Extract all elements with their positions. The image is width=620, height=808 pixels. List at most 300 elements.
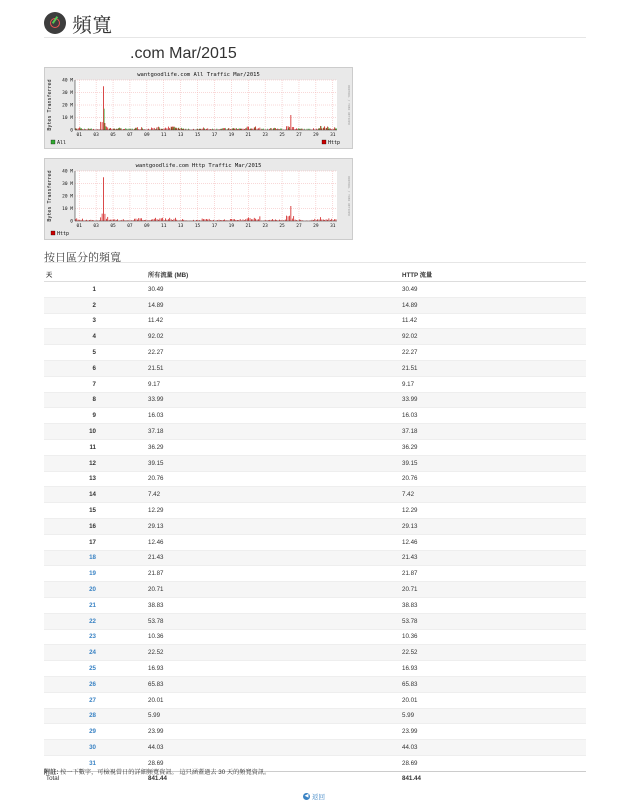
http-traffic-bar	[175, 218, 176, 221]
http-traffic-bar	[102, 122, 103, 130]
http-traffic-bar	[136, 128, 137, 130]
all-traffic-bar	[159, 127, 160, 130]
all-traffic-cell: 30.49	[146, 282, 400, 298]
day-cell: 9	[44, 408, 146, 424]
table-row	[44, 692, 586, 708]
y-tick-label: 0	[70, 128, 73, 134]
x-tick-label: 05	[110, 224, 116, 229]
total-all-value: 841.44	[146, 771, 400, 786]
http-traffic-bar	[329, 218, 330, 221]
table-row	[44, 487, 586, 503]
x-tick-label: 19	[228, 224, 235, 229]
http-traffic-bar	[157, 127, 158, 130]
http-traffic-cell: 22.52	[400, 645, 586, 661]
http-traffic-bar	[105, 214, 106, 221]
all-traffic-cell: 12.46	[146, 534, 400, 550]
y-tick-label: 30 M	[62, 182, 73, 187]
day-cell[interactable]: 18	[44, 550, 146, 566]
all-traffic-bar	[80, 128, 81, 130]
legend-label: Http	[328, 140, 341, 146]
http-traffic-bar	[289, 127, 290, 130]
http-traffic-bar	[110, 128, 111, 130]
table-row	[44, 597, 586, 613]
all-traffic-bar	[181, 128, 182, 130]
x-tick-label: 27	[296, 224, 302, 229]
http-traffic-bar	[203, 127, 204, 130]
table-row	[44, 424, 586, 440]
all-traffic-cell: 16.93	[146, 661, 400, 677]
http-traffic-cell: 12.46	[400, 534, 586, 550]
all-traffic-cell: 21.87	[146, 566, 400, 582]
http-traffic-cell: 37.18	[400, 424, 586, 440]
x-tick-label: 15	[194, 133, 201, 138]
x-tick-label: 13	[177, 133, 184, 138]
all-traffic-cell: 11.42	[146, 313, 400, 329]
y-tick-label: 30 M	[62, 91, 73, 96]
x-tick-label: 17	[211, 224, 218, 229]
day-cell[interactable]: 29	[44, 724, 146, 740]
x-tick-label: 15	[194, 224, 201, 229]
x-tick-label: 21	[245, 133, 251, 138]
all-traffic-cell: 10.36	[146, 629, 400, 645]
day-cell: 14	[44, 487, 146, 503]
all-traffic-cell: 36.29	[146, 439, 400, 455]
x-tick-label: 03	[93, 224, 99, 229]
http-traffic-bar	[162, 218, 163, 221]
http-traffic-bar	[248, 127, 249, 130]
http-traffic-bar	[165, 128, 166, 130]
day-cell: 16	[44, 518, 146, 534]
traffic-graph-svg	[45, 159, 352, 239]
http-traffic-cell: 21.51	[400, 360, 586, 376]
table-row	[44, 724, 586, 740]
http-traffic-bar	[154, 128, 155, 130]
all-traffic-cell: 7.42	[146, 487, 400, 503]
http-traffic-bar	[248, 218, 249, 221]
back-link[interactable]	[303, 792, 325, 801]
http-traffic-bar	[247, 218, 248, 221]
table-row	[44, 455, 586, 471]
all-traffic-bar	[328, 127, 329, 130]
legend-label: All	[57, 140, 67, 146]
back-arrow-icon: ◀	[304, 793, 309, 799]
http-traffic-cell: 44.03	[400, 740, 586, 756]
all-traffic-bar	[236, 128, 237, 130]
http-traffic-cell: 38.83	[400, 597, 586, 613]
day-cell[interactable]: 31	[44, 755, 146, 771]
page-header	[44, 8, 112, 38]
y-axis-label: Bytes Transferred	[47, 170, 53, 222]
http-traffic-bar	[255, 126, 256, 130]
http-traffic-bar	[172, 127, 173, 130]
http-traffic-bar	[82, 219, 83, 221]
day-cell[interactable]: 22	[44, 613, 146, 629]
http-traffic-bar	[158, 127, 159, 130]
all-traffic-cell: 21.51	[146, 360, 400, 376]
http-traffic-bar	[79, 127, 80, 130]
all-traffic-cell: 9.17	[146, 376, 400, 392]
http-traffic-bar	[169, 218, 170, 221]
day-cell[interactable]: 23	[44, 629, 146, 645]
footnote-label: 附註:	[44, 769, 59, 776]
bandwidth-gauge-icon	[44, 12, 66, 34]
footnote-text: 按一下數字，可檢視當日的詳細頻寬資訊。 這只涵蓋過去 30 天的頻寬資訊。	[60, 769, 271, 776]
http-traffic-bar	[155, 218, 156, 221]
http-traffic-cell: 21.43	[400, 550, 586, 566]
http-traffic-bar	[107, 217, 108, 221]
y-axis-label: Bytes Transferred	[47, 79, 53, 131]
all-traffic-cell: 20.76	[146, 471, 400, 487]
table-row	[44, 613, 586, 629]
table-row	[44, 471, 586, 487]
all-traffic-cell: 53.78	[146, 613, 400, 629]
http-traffic-cell: 7.42	[400, 487, 586, 503]
table-row	[44, 345, 586, 361]
table-row	[44, 661, 586, 677]
http-traffic-bar	[161, 218, 162, 221]
http-traffic-bar	[106, 219, 107, 221]
table-row	[44, 392, 586, 408]
all-traffic-cell: 22.27	[146, 345, 400, 361]
graph-title: wantgoodlife.com Http Traffic Mar/2015	[135, 163, 262, 169]
all-traffic-bar	[204, 128, 205, 130]
day-cell: 17	[44, 534, 146, 550]
http-traffic-bar	[174, 126, 175, 130]
x-tick-label: 29	[313, 224, 319, 229]
x-tick-label: 09	[144, 224, 150, 229]
http-traffic-bar	[174, 219, 175, 221]
x-tick-label: 27	[296, 133, 302, 138]
http-traffic-bar	[254, 128, 255, 130]
all-traffic-bar	[288, 127, 289, 130]
http-traffic-bar	[168, 127, 169, 130]
table-row	[44, 629, 586, 645]
day-cell: 15	[44, 503, 146, 519]
http-traffic-cell: 39.15	[400, 455, 586, 471]
all-traffic-cell: 20.01	[146, 692, 400, 708]
x-tick-label: 21	[245, 224, 251, 229]
all-traffic-bar	[136, 128, 137, 130]
all-traffic-cell: 23.99	[146, 724, 400, 740]
all-traffic-cell: 92.02	[146, 329, 400, 345]
all-traffic-bar	[105, 126, 106, 130]
table-row	[44, 676, 586, 692]
http-traffic-bar	[154, 219, 155, 221]
footnote	[44, 767, 270, 776]
day-cell[interactable]: 28	[44, 708, 146, 724]
y-tick-label: 40 M	[62, 169, 73, 175]
x-tick-label: 29	[313, 133, 319, 138]
http-traffic-cell: 11.42	[400, 313, 586, 329]
section-divider	[44, 262, 586, 263]
http-traffic-bar	[141, 218, 142, 221]
x-tick-label: 31	[330, 224, 336, 229]
col-all-traffic-header: 所有流量 (MB)	[146, 268, 400, 282]
x-tick-label: 09	[144, 133, 150, 138]
http-traffic-bar	[141, 127, 142, 130]
table-row	[44, 534, 586, 550]
day-cell: 6	[44, 360, 146, 376]
table-row	[44, 518, 586, 534]
x-tick-label: 01	[76, 224, 82, 229]
http-traffic-bar	[169, 128, 170, 130]
http-traffic-bar	[254, 218, 255, 221]
all-traffic-cell: 28.69	[146, 755, 400, 771]
y-tick-label: 40 M	[62, 78, 73, 84]
all-traffic-bar	[119, 128, 120, 130]
x-tick-label: 11	[161, 224, 167, 229]
legend-swatch	[51, 140, 55, 144]
http-traffic-bar	[106, 127, 107, 130]
all-traffic-cell: 39.15	[146, 455, 400, 471]
table-row	[44, 313, 586, 329]
all-traffic-graph	[44, 67, 353, 149]
http-traffic-cell: 16.03	[400, 408, 586, 424]
x-tick-label: 13	[177, 224, 184, 229]
day-cell: 13	[44, 471, 146, 487]
legend-swatch	[322, 140, 326, 144]
http-traffic-cell: 92.02	[400, 329, 586, 345]
http-traffic-bar	[105, 123, 106, 130]
day-cell: 12	[44, 455, 146, 471]
http-traffic-cell: 20.76	[400, 471, 586, 487]
total-http-value: 841.44	[400, 771, 586, 786]
x-tick-label: 25	[279, 133, 285, 138]
http-traffic-bar	[324, 126, 325, 130]
x-tick-label: 05	[110, 133, 116, 138]
http-traffic-cell: 16.93	[400, 661, 586, 677]
http-traffic-bar	[202, 219, 203, 221]
table-header-row	[44, 268, 586, 282]
day-cell[interactable]: 25	[44, 661, 146, 677]
http-traffic-bar	[323, 128, 324, 130]
http-traffic-bar	[171, 127, 172, 130]
all-traffic-cell: 22.52	[146, 645, 400, 661]
day-cell: 3	[44, 313, 146, 329]
all-traffic-bar	[246, 128, 247, 130]
legend-swatch	[51, 231, 55, 235]
rrdtool-credit: RRDTOOL / TOBI OETIKER	[347, 176, 351, 216]
http-traffic-cell: 53.78	[400, 613, 586, 629]
section-title: 按日區分的頻寬	[44, 252, 121, 264]
http-traffic-cell: 20.71	[400, 582, 586, 598]
all-traffic-cell: 20.71	[146, 582, 400, 598]
http-traffic-cell: 28.69	[400, 755, 586, 771]
page-title: 頻寬	[72, 14, 112, 37]
table-row	[44, 439, 586, 455]
all-traffic-bar	[335, 128, 336, 130]
http-traffic-bar	[136, 219, 137, 221]
x-tick-label: 25	[279, 224, 285, 229]
table-row	[44, 376, 586, 392]
all-traffic-bar	[104, 109, 105, 130]
http-traffic-bar	[134, 219, 135, 221]
http-traffic-bar	[76, 218, 77, 221]
traffic-graph-svg	[45, 68, 352, 148]
http-traffic-cell: 33.99	[400, 392, 586, 408]
all-traffic-cell: 37.18	[146, 424, 400, 440]
http-traffic-bar	[247, 127, 248, 130]
http-traffic-bar	[293, 216, 294, 221]
rrdtool-credit: RRDTOOL / TOBI OETIKER	[347, 85, 351, 125]
http-traffic-bar	[291, 206, 292, 221]
http-traffic-bar	[288, 126, 289, 130]
http-traffic-bar	[165, 218, 166, 221]
http-traffic-cell: 65.83	[400, 676, 586, 692]
legend-label: Http	[57, 231, 70, 237]
http-traffic-bar	[175, 128, 176, 130]
http-traffic-bar	[320, 217, 321, 221]
all-traffic-bar	[179, 128, 180, 130]
http-traffic-cell: 23.99	[400, 724, 586, 740]
y-tick-label: 20 M	[62, 194, 73, 200]
http-traffic-bar	[100, 122, 101, 130]
http-traffic-bar	[138, 218, 139, 221]
http-traffic-cell: 10.36	[400, 629, 586, 645]
http-traffic-bar	[293, 127, 294, 130]
x-tick-label: 07	[127, 224, 133, 229]
all-traffic-cell: 16.03	[146, 408, 400, 424]
col-http-traffic-header: HTTP 流量	[400, 268, 586, 282]
table-row	[44, 645, 586, 661]
day-cell: 1	[44, 282, 146, 298]
day-cell: 11	[44, 439, 146, 455]
all-traffic-bar	[255, 127, 256, 130]
http-traffic-bar	[327, 127, 328, 130]
table-row	[44, 740, 586, 756]
table-row	[44, 408, 586, 424]
all-traffic-cell: 12.29	[146, 503, 400, 519]
day-cell: 5	[44, 345, 146, 361]
day-cell[interactable]: 27	[44, 692, 146, 708]
daily-bandwidth-table	[44, 268, 586, 786]
y-tick-label: 20 M	[62, 103, 73, 109]
table-row	[44, 360, 586, 376]
all-traffic-cell: 33.99	[146, 392, 400, 408]
http-traffic-bar	[260, 128, 261, 130]
table-row	[44, 329, 586, 345]
all-traffic-bar	[174, 127, 175, 130]
all-traffic-bar	[121, 128, 122, 130]
x-tick-label: 23	[262, 224, 268, 229]
all-traffic-cell: 14.89	[146, 297, 400, 313]
http-traffic-bar	[103, 177, 104, 221]
table-row	[44, 550, 586, 566]
http-traffic-bar	[209, 219, 210, 221]
http-traffic-bar	[250, 218, 251, 221]
http-traffic-cell: 9.17	[400, 376, 586, 392]
table-row	[44, 582, 586, 598]
day-cell[interactable]: 24	[44, 645, 146, 661]
http-traffic-bar	[331, 219, 332, 221]
day-cell[interactable]: 19	[44, 566, 146, 582]
http-traffic-bar	[107, 127, 108, 130]
all-traffic-bar	[321, 126, 322, 130]
http-traffic-graph	[44, 158, 353, 240]
http-traffic-cell: 12.29	[400, 503, 586, 519]
all-traffic-cell: 38.83	[146, 597, 400, 613]
y-tick-label: 10 M	[62, 207, 73, 212]
http-traffic-bar	[137, 127, 138, 130]
x-tick-label: 03	[93, 133, 99, 138]
all-traffic-bar	[176, 127, 177, 130]
day-cell: 4	[44, 329, 146, 345]
day-cell[interactable]: 26	[44, 676, 146, 692]
http-traffic-bar	[291, 115, 292, 130]
table-row	[44, 708, 586, 724]
all-traffic-cell: 44.03	[146, 740, 400, 756]
col-day-header: 天	[44, 268, 146, 282]
http-traffic-bar	[260, 216, 261, 221]
http-traffic-bar	[286, 216, 287, 221]
http-traffic-bar	[292, 127, 293, 130]
all-traffic-bar	[274, 128, 275, 130]
http-traffic-bar	[286, 126, 287, 130]
table-row	[44, 297, 586, 313]
x-tick-label: 07	[127, 133, 133, 138]
domain-period-title: .com Mar/2015	[130, 45, 237, 62]
http-traffic-bar	[151, 128, 152, 130]
all-traffic-bar	[270, 128, 271, 130]
http-traffic-cell: 21.87	[400, 566, 586, 582]
x-tick-label: 19	[228, 133, 235, 138]
http-traffic-bar	[314, 219, 315, 221]
http-traffic-bar	[326, 128, 327, 130]
all-traffic-bar	[142, 128, 143, 130]
http-traffic-bar	[288, 216, 289, 221]
day-cell[interactable]: 21	[44, 597, 146, 613]
x-tick-label: 23	[262, 133, 268, 138]
back-link-label[interactable]: 返回	[312, 794, 325, 801]
all-traffic-cell: 29.13	[146, 518, 400, 534]
http-traffic-cell: 5.99	[400, 708, 586, 724]
http-traffic-bar	[103, 86, 104, 130]
day-cell[interactable]: 30	[44, 740, 146, 756]
day-cell: 8	[44, 392, 146, 408]
x-tick-label: 31	[330, 133, 336, 138]
table-row	[44, 566, 586, 582]
day-cell: 7	[44, 376, 146, 392]
all-traffic-bar	[324, 128, 325, 130]
http-traffic-bar	[102, 214, 103, 221]
http-traffic-cell: 36.29	[400, 439, 586, 455]
x-tick-label: 11	[161, 133, 167, 138]
http-traffic-bar	[289, 216, 290, 221]
day-cell[interactable]: 20	[44, 582, 146, 598]
http-traffic-cell: 14.89	[400, 297, 586, 313]
header-divider	[44, 37, 586, 38]
total-label: Total	[44, 771, 146, 786]
http-traffic-bar	[292, 219, 293, 221]
x-tick-label: 01	[76, 133, 82, 138]
table-row	[44, 503, 586, 519]
all-traffic-bar	[173, 127, 174, 130]
http-traffic-bar	[140, 218, 141, 221]
http-traffic-bar	[320, 126, 321, 130]
http-traffic-cell: 22.27	[400, 345, 586, 361]
table-row	[44, 282, 586, 298]
y-tick-label: 0	[70, 219, 73, 225]
http-traffic-cell: 30.49	[400, 282, 586, 298]
http-traffic-bar	[255, 219, 256, 221]
all-traffic-cell: 21.43	[146, 550, 400, 566]
http-traffic-bar	[160, 218, 161, 221]
y-tick-label: 10 M	[62, 116, 73, 121]
all-traffic-cell: 65.83	[146, 676, 400, 692]
all-traffic-bar	[171, 127, 172, 130]
http-traffic-bar	[334, 127, 335, 130]
http-traffic-cell: 29.13	[400, 518, 586, 534]
